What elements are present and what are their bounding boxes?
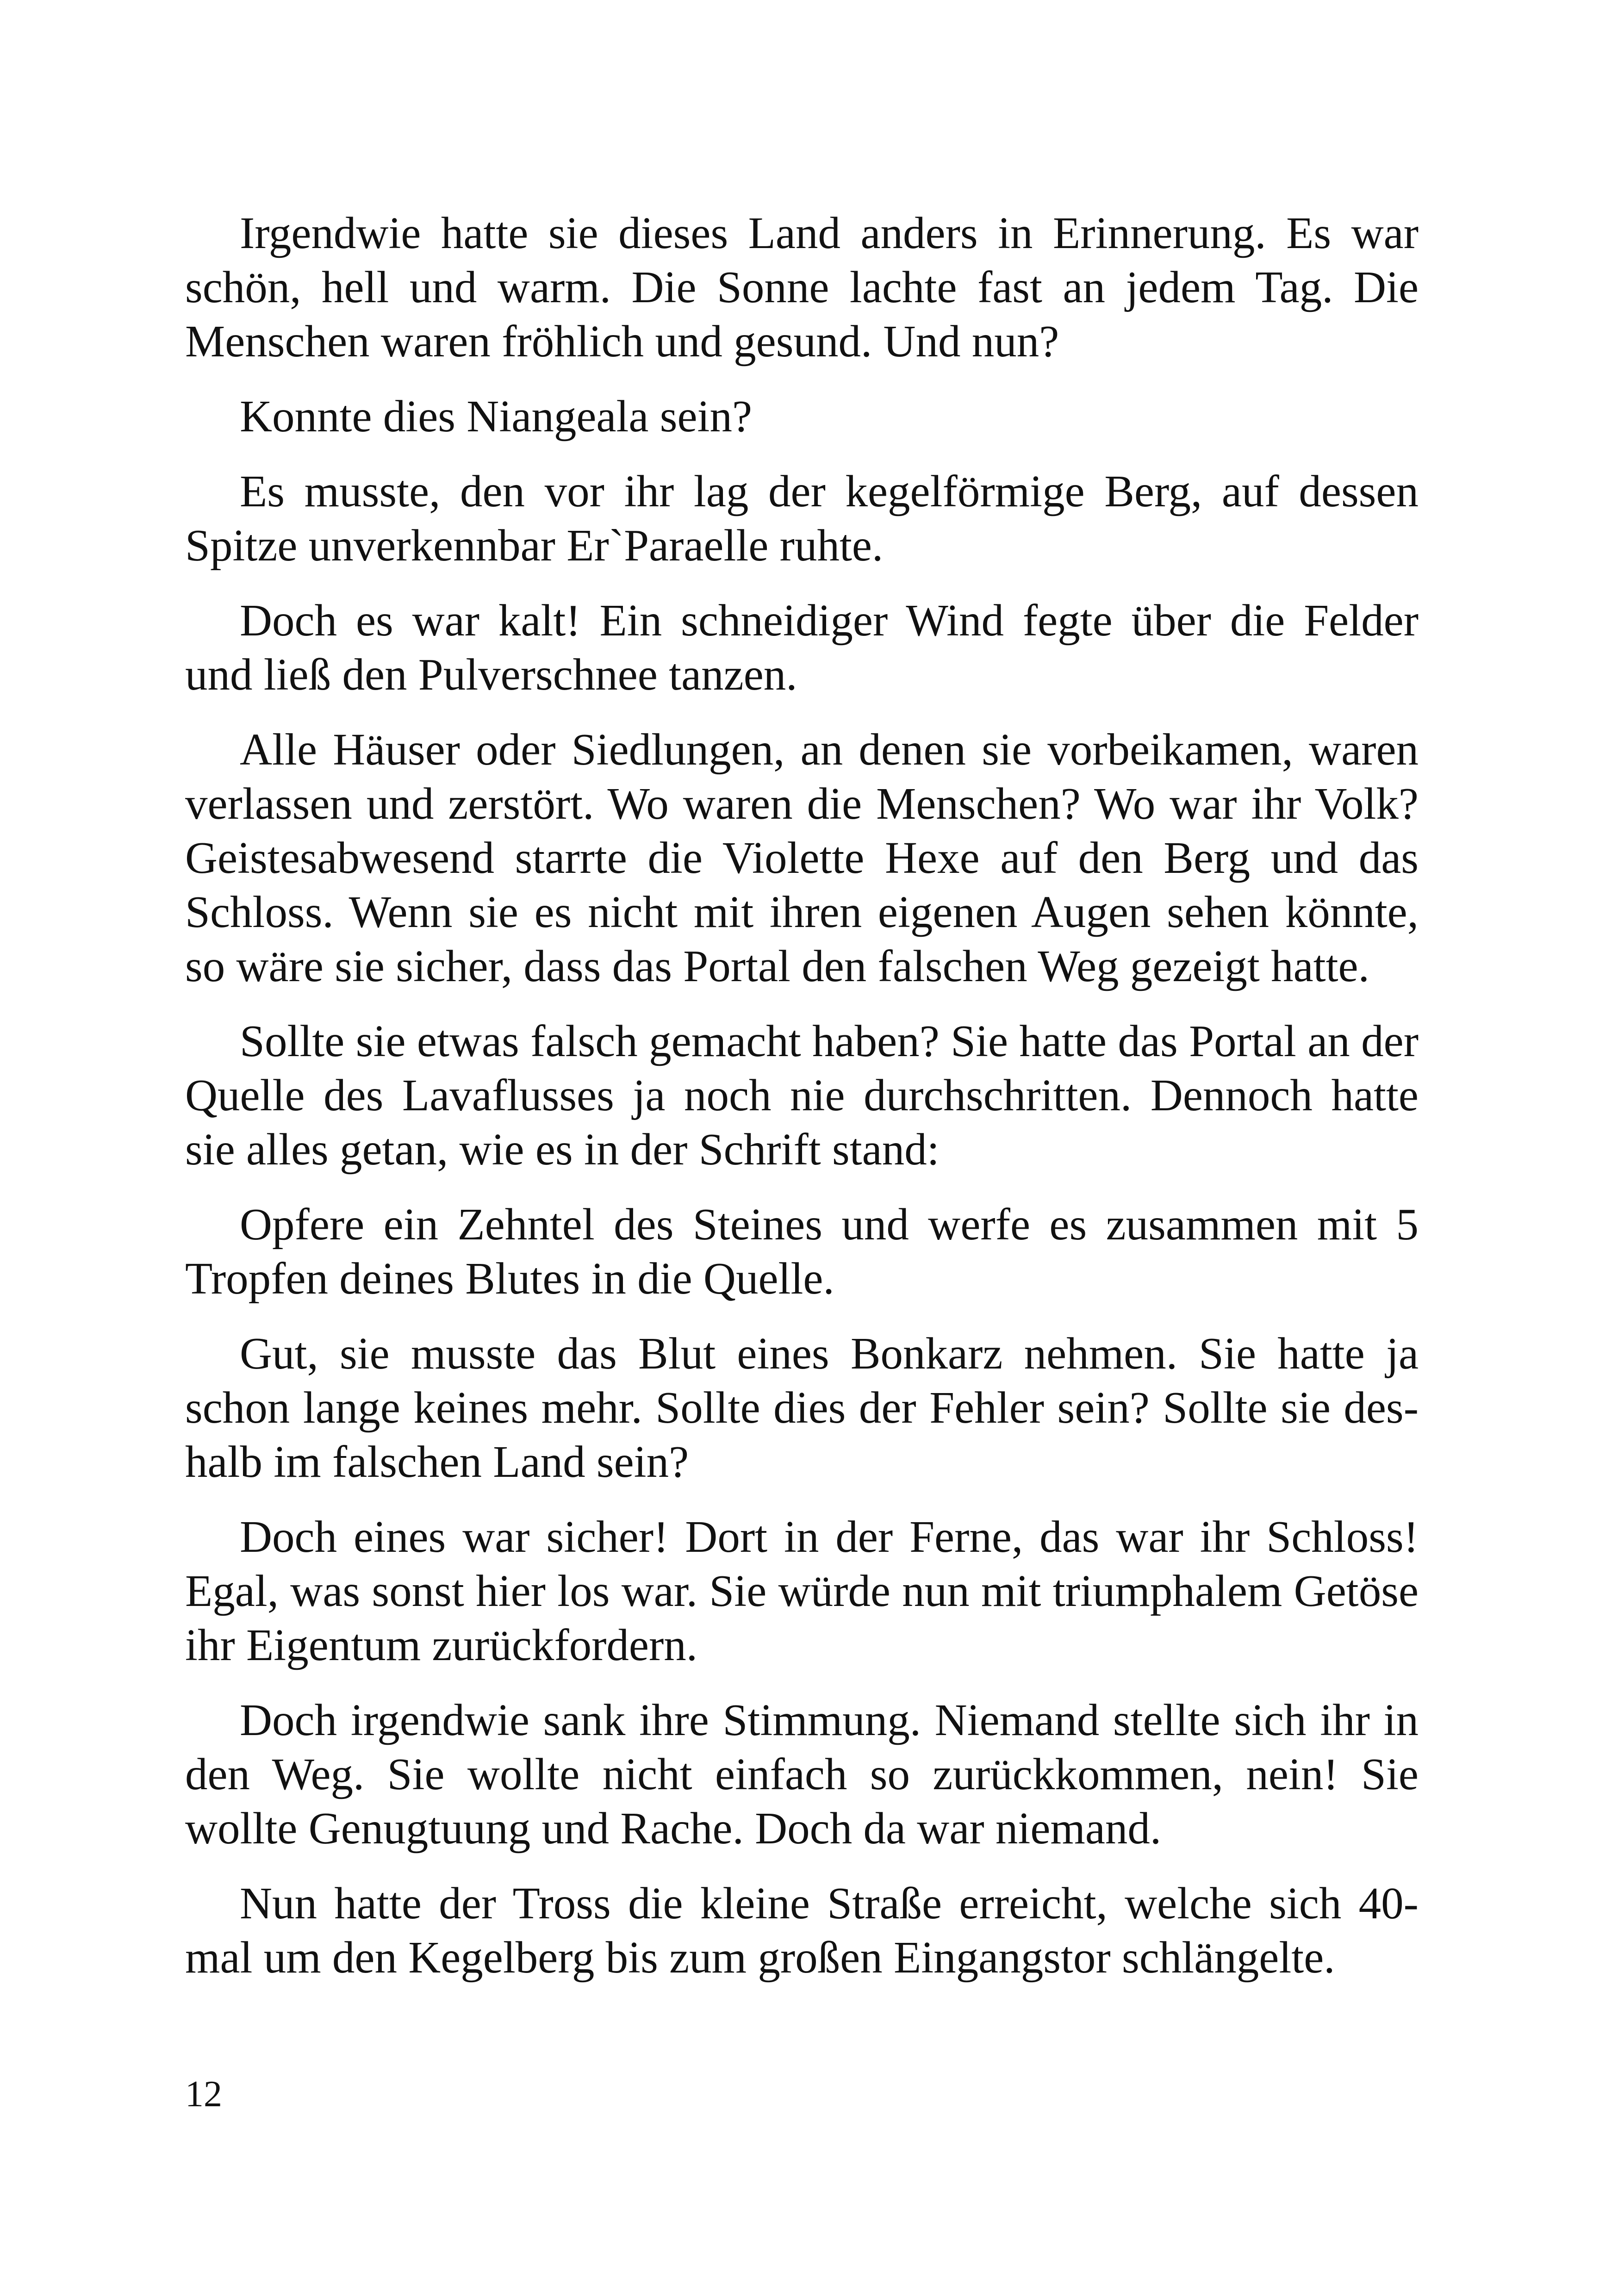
paragraph: Nun hatte der Tross die kleine Straße erreicht, welche sich 40-mal um den Kegelberg bis zum großen Eingangstor schlängelte.: [185, 1879, 1419, 1982]
paragraph: Doch es war kalt! Ein schneidiger Wind fegte über die Felder und ließ den Pulverschnee tanzen.: [185, 596, 1419, 699]
paragraph: Irgendwie hatte sie dieses Land anders in Erinnerung. Es war schön, hell und warm. Die Sonne lachte fast an jedem Tag. Die Menschen waren fröhlich und gesund. Und nun?: [185, 208, 1419, 366]
page-number: 12: [185, 2074, 222, 2115]
paragraph: Doch eines war sicher! Dort in der Ferne, das war ihr Schloss! Egal, was sonst hier los war. Sie würde nun mit triumphalem Getöse ihr Eigentum zurückfordern.: [185, 1512, 1419, 1670]
paragraph: Gut, sie musste das Blut eines Bonkarz nehmen. Sie hatte ja schon lange keines mehr. Sollte dies der Fehler sein? Sollte sie deshalb im falschen Land sein?: [185, 1329, 1419, 1487]
paragraph: Opfere ein Zehntel des Steines und werfe es zusammen mit 5 Tropfen deines Blutes in die Quelle.: [185, 1200, 1419, 1303]
paragraph: Konnte dies Niangeala sein?: [240, 392, 753, 441]
paragraph: Doch irgendwie sank ihre Stimmung. Niemand stellte sich ihr in den Weg. Sie wollte nicht einfach so zurückkommen, nein! Sie wollte Genugtuung und Rache. Doch da war niemand.: [185, 1695, 1419, 1853]
paragraph: Sollte sie etwas falsch gemacht haben? Sie hatte das Portal an der Quelle des Lavaflusses ja noch nie durchschritten. Dennoch hatte sie alles getan, wie es in der Schrift stand:: [185, 1016, 1419, 1174]
paragraph: Es musste, den vor ihr lag der kegelförmige Berg, auf dessen Spitze unverkennbar Er`Paraelle ruhte.: [185, 467, 1419, 570]
paragraph: Alle Häuser oder Siedlungen, an denen sie vorbeikamen, waren verlassen und zerstört. Wo waren die Menschen? Wo war ihr Volk? Geistesabwesend starrte die Violette Hexe auf den Berg und das Schloss. Wenn sie es nicht mit ihren eigenen Augen sehen könnte, so wäre sie sicher, dass das Portal den falschen Weg gezeigt hatte.: [185, 725, 1419, 991]
body-text: [185, 206, 1419, 1985]
